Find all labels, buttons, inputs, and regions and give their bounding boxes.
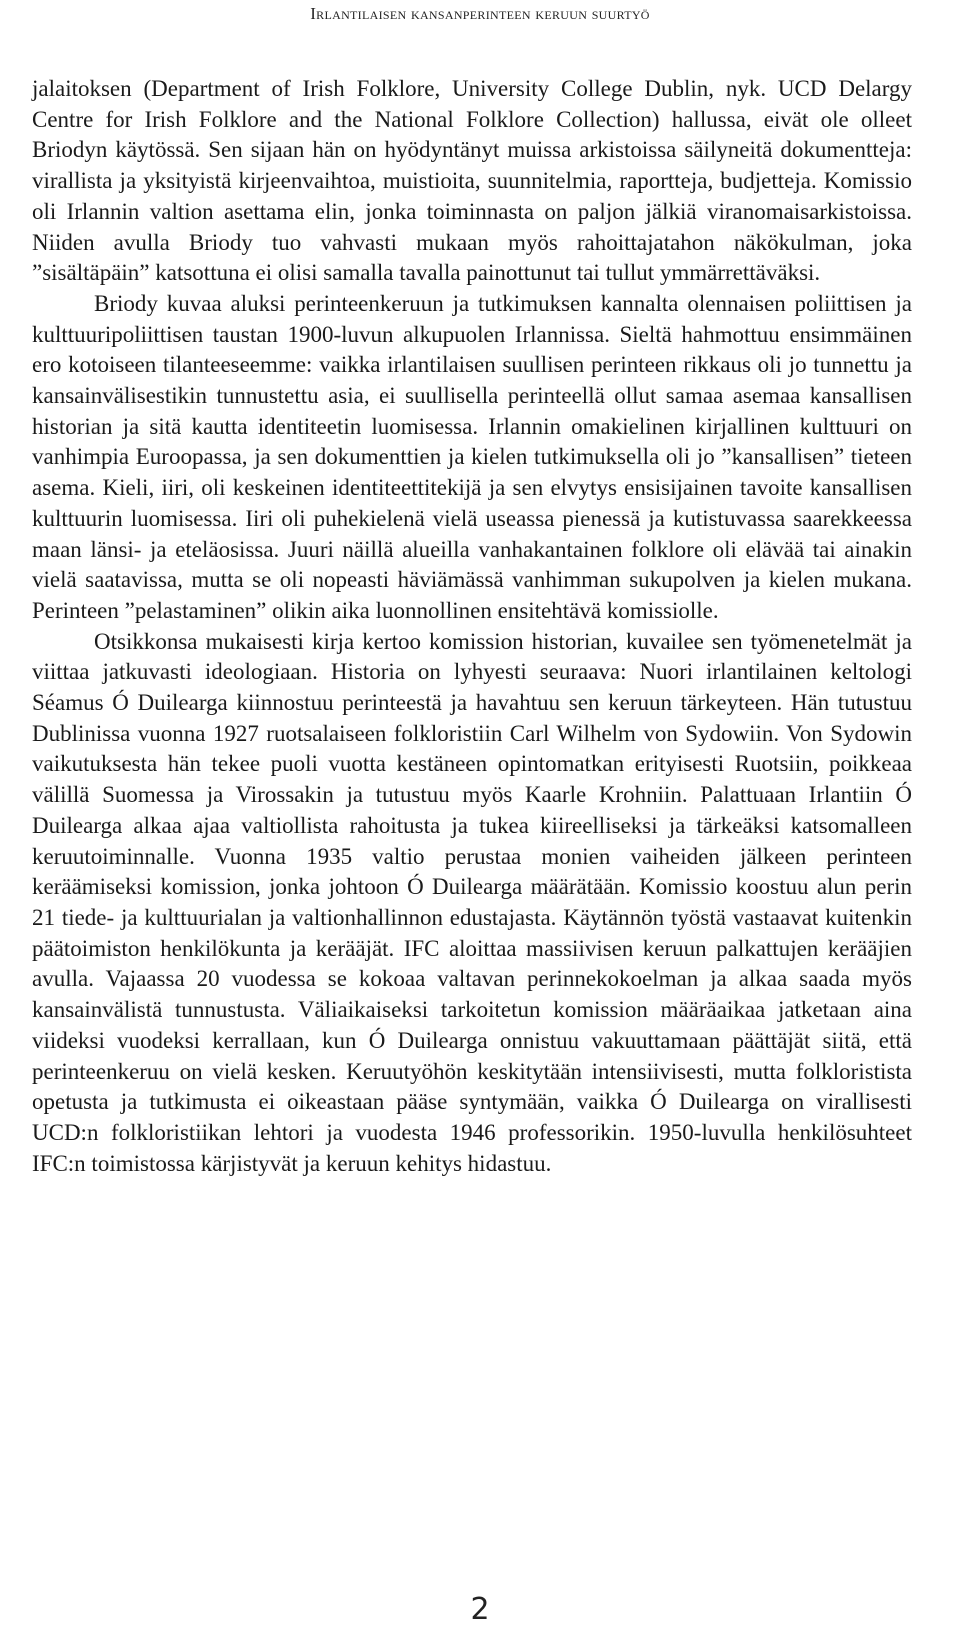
paragraph-1: jalaitoksen (Department of Irish Folklore, University College Dublin, nyk. UCD Delargy Centre for Irish Folklore and the National Folklore Collection) hallussa, eivät ole olleet Briodyn käytössä. Sen sijaan hän on hyödyntänyt muissa arkistoissa säilyneitä dokumentteja: virallista ja yksityistä kirjeenvaihtoa, muistioita, suunnitelmia, raportteja, budjetteja. Komissio oli Irlannin valtion asettama elin, jonka toiminnasta on paljon jälkiä viranomaisarkistoissa. Niiden avulla Briody tuo vahvasti mukaan myös rahoittajatahon näkökulman, joka ”sisältäpäin” katsottuna ei olisi samalla tavalla painottunut tai tullut ymmärrettäväksi.	[32, 76, 912, 286]
running-header: Irlantilaisen kansanperinteen keruun suurtyö	[310, 4, 650, 23]
page-number: 2	[470, 1592, 490, 1627]
paragraph-2: Briody kuvaa aluksi perinteenkeruun ja tutkimuksen kannalta olennaisen poliittisen ja kulttuuripoliittisen taustan 1900-luvun alkupuolen Irlannissa. Sieltä hahmottuu ensimmäinen ero kotoiseen tilanteeseemme: vaikka irlantilaisen suullisen perinteen rikkaus oli jo tunnettu ja kansainvälisestikin tunnustettu asia, ei suullisella perinteellä ollut samaa asemaa kansallisen historian ja sitä kautta identiteetin luomisessa. Irlannin omakielinen kirjallinen kulttuuri on vanhimpia Euroopassa, ja sen dokumenttien ja kielen tutkimuksella oli jo ”kansallisen” tieteen asema. Kieli, iiri, oli keskeinen identiteettitekijä ja sen elvytys ensisijainen tavoite kansallisen kulttuurin luomisessa. Iiri oli puhekielenä vielä useassa pienessä ja kutistuvassa saarekkeessa maan länsi- ja eteläosissa. Juuri näillä alueilla vanhakantainen folklore oli elävää tai ainakin vielä saatavissa, mutta se oli nopeasti häviämässä vanhimman sukupolven ja kielen mukana. Perinteen ”pelastaminen” olikin aika luonnollinen ensitehtävä komissiolle.	[32, 290, 912, 623]
paragraph-3: Otsikkonsa mukaisesti kirja kertoo komission historian, kuvailee sen työmenetelmät ja viittaa jatkuvasti ideologiaan. Historia on lyhyesti seuraava: Nuori irlantilainen keltologi Séamus Ó Duilearga kiinnostuu perinteestä ja havahtuu sen keruun tärkeyteen. Hän tutustuu Dublinissa vuonna 1927 ruotsalaiseen folkloristiin Carl Wilhelm von Sydowiin. Von Sydowin vaikutuksesta hän tekee puoli vuotta kestäneen opintomatkan erityisesti Ruotsiin, poikkeaa välillä Suomessa ja Virossakin ja tutustuu myös Kaarle Krohniin. Palattuaan Irlantiin Ó Duilearga alkaa ajaa valtiollista rahoitusta ja tukea kiireelliseksi ja tärkeäksi katsomalleen keruutoiminnalle. Vuonna 1935 valtio perustaa monien vaiheiden jälkeen perinteen keräämiseksi komission, jonka johtoon Ó Duilearga määrätään. Komissio koostuu alun perin 21 tiede- ja kulttuurialan ja valtionhallinnon edustajasta. Käytännön työstä vastaavat kuitenkin päätoimiston henkilökunta ja kerääjät. IFC aloittaa massiivisen keruun palkattujen kerääjien avulla. Vajaassa 20 vuodessa se kokoaa valtavan perinnekokoelman ja alkaa saada myös kansainvälistä tunnustusta. Väliaikaiseksi tarkoitetun komission määräaikaa jatketaan aina viideksi vuodeksi kerrallaan, kun Ó Duilearga onnistuu vakuuttamaan päättäjät siitä, että perinteenkeruu on vielä kesken. Keruutyöhön keskitytään intensiivisesti, mutta folkloristista opetusta ja tutkimusta ei oikeastaan pääse syntymään, vaikka Ó Duilearga on virallisesti UCD:n folkloristiikan lehtori ja vuodesta 1946 professorikin. 1950-luvulla henkilösuhteet IFC:n toimistossa kärjistyvät ja keruun kehitys hidastuu.	[32, 628, 912, 1176]
body-text	[32, 74, 912, 1179]
